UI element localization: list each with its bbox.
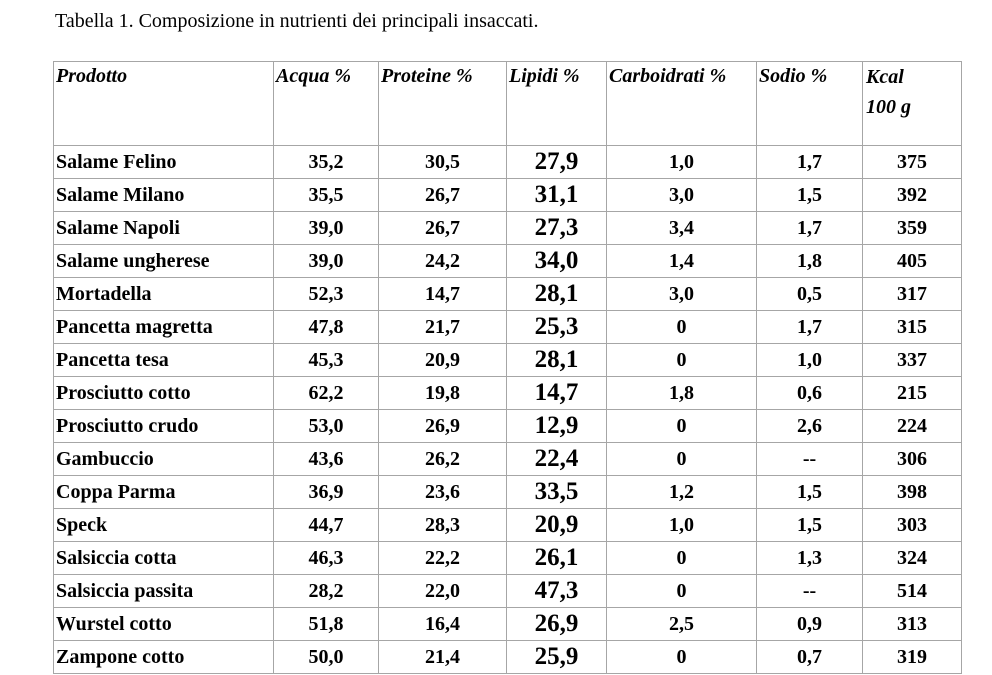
cell-acqua: 35,2 [274, 146, 379, 179]
header-kcal-line2: 100 g [866, 96, 911, 118]
cell-proteine: 14,7 [379, 278, 507, 311]
cell-prodotto: Salame Napoli [54, 212, 274, 245]
cell-carboidrati: 1,2 [607, 476, 757, 509]
cell-sodio: 1,5 [757, 476, 863, 509]
cell-acqua: 45,3 [274, 344, 379, 377]
cell-kcal: 324 [863, 542, 962, 575]
cell-lipidi: 22,4 [507, 443, 607, 476]
table-caption: Tabella 1. Composizione in nutrienti dei principali insaccati. [55, 10, 539, 32]
cell-kcal: 319 [863, 641, 962, 674]
cell-lipidi: 26,1 [507, 542, 607, 575]
cell-acqua: 53,0 [274, 410, 379, 443]
cell-sodio: 1,3 [757, 542, 863, 575]
cell-carboidrati: 0 [607, 311, 757, 344]
cell-carboidrati: 0 [607, 542, 757, 575]
cell-acqua: 28,2 [274, 575, 379, 608]
cell-prodotto: Salame Milano [54, 179, 274, 212]
cell-carboidrati: 3,0 [607, 179, 757, 212]
cell-proteine: 28,3 [379, 509, 507, 542]
cell-carboidrati: 3,4 [607, 212, 757, 245]
header-kcal [863, 62, 962, 146]
table-row [54, 212, 962, 245]
cell-carboidrati: 2,5 [607, 608, 757, 641]
table-row [54, 146, 962, 179]
cell-sodio: 2,6 [757, 410, 863, 443]
cell-carboidrati: 1,4 [607, 245, 757, 278]
cell-carboidrati: 0 [607, 575, 757, 608]
header-row [54, 62, 962, 146]
table-row [54, 410, 962, 443]
cell-acqua: 39,0 [274, 212, 379, 245]
cell-kcal: 514 [863, 575, 962, 608]
cell-carboidrati: 0 [607, 410, 757, 443]
cell-proteine: 16,4 [379, 608, 507, 641]
cell-sodio: 0,6 [757, 377, 863, 410]
table-row [54, 575, 962, 608]
cell-prodotto: Salame Felino [54, 146, 274, 179]
cell-proteine: 26,9 [379, 410, 507, 443]
cell-kcal: 315 [863, 311, 962, 344]
cell-prodotto: Pancetta magretta [54, 311, 274, 344]
cell-proteine: 24,2 [379, 245, 507, 278]
cell-sodio: 1,8 [757, 245, 863, 278]
cell-prodotto: Salsiccia passita [54, 575, 274, 608]
cell-lipidi: 28,1 [507, 278, 607, 311]
table-row [54, 476, 962, 509]
cell-lipidi: 25,9 [507, 641, 607, 674]
header-carboidrati: Carboidrati % [607, 62, 757, 146]
cell-carboidrati: 0 [607, 641, 757, 674]
table-row [54, 179, 962, 212]
cell-proteine: 26,7 [379, 212, 507, 245]
cell-kcal: 359 [863, 212, 962, 245]
cell-carboidrati: 1,0 [607, 509, 757, 542]
cell-lipidi: 47,3 [507, 575, 607, 608]
cell-prodotto: Salsiccia cotta [54, 542, 274, 575]
cell-carboidrati: 3,0 [607, 278, 757, 311]
cell-acqua: 52,3 [274, 278, 379, 311]
table-row [54, 641, 962, 674]
cell-proteine: 26,2 [379, 443, 507, 476]
table-row [54, 542, 962, 575]
cell-kcal: 317 [863, 278, 962, 311]
cell-lipidi: 27,9 [507, 146, 607, 179]
cell-kcal: 313 [863, 608, 962, 641]
cell-proteine: 23,6 [379, 476, 507, 509]
cell-lipidi: 27,3 [507, 212, 607, 245]
header-sodio: Sodio % [757, 62, 863, 146]
cell-lipidi: 34,0 [507, 245, 607, 278]
cell-proteine: 19,8 [379, 377, 507, 410]
table-row [54, 509, 962, 542]
table-row [54, 443, 962, 476]
table-row [54, 311, 962, 344]
cell-sodio: 1,7 [757, 311, 863, 344]
cell-kcal: 303 [863, 509, 962, 542]
cell-carboidrati: 0 [607, 443, 757, 476]
table-row [54, 377, 962, 410]
cell-proteine: 26,7 [379, 179, 507, 212]
header-kcal-line1: Kcal [866, 66, 904, 88]
cell-acqua: 51,8 [274, 608, 379, 641]
cell-lipidi: 31,1 [507, 179, 607, 212]
cell-lipidi: 12,9 [507, 410, 607, 443]
table-row [54, 344, 962, 377]
cell-sodio: 1,5 [757, 509, 863, 542]
table-body [54, 146, 962, 674]
cell-acqua: 50,0 [274, 641, 379, 674]
cell-prodotto: Pancetta tesa [54, 344, 274, 377]
cell-sodio: 0,9 [757, 608, 863, 641]
cell-acqua: 39,0 [274, 245, 379, 278]
cell-kcal: 405 [863, 245, 962, 278]
cell-prodotto: Zampone cotto [54, 641, 274, 674]
cell-lipidi: 20,9 [507, 509, 607, 542]
cell-prodotto: Prosciutto cotto [54, 377, 274, 410]
cell-acqua: 36,9 [274, 476, 379, 509]
cell-sodio: -- [757, 443, 863, 476]
cell-proteine: 22,0 [379, 575, 507, 608]
cell-lipidi: 25,3 [507, 311, 607, 344]
cell-acqua: 43,6 [274, 443, 379, 476]
header-proteine: Proteine % [379, 62, 507, 146]
cell-proteine: 21,4 [379, 641, 507, 674]
cell-sodio: -- [757, 575, 863, 608]
cell-sodio: 0,5 [757, 278, 863, 311]
cell-prodotto: Salame ungherese [54, 245, 274, 278]
cell-kcal: 375 [863, 146, 962, 179]
header-acqua: Acqua % [274, 62, 379, 146]
cell-kcal: 337 [863, 344, 962, 377]
table-row [54, 278, 962, 311]
header-prodotto: Prodotto [54, 62, 274, 146]
cell-carboidrati: 1,0 [607, 146, 757, 179]
cell-acqua: 35,5 [274, 179, 379, 212]
header-lipidi: Lipidi % [507, 62, 607, 146]
cell-proteine: 22,2 [379, 542, 507, 575]
cell-prodotto: Prosciutto crudo [54, 410, 274, 443]
cell-sodio: 1,7 [757, 212, 863, 245]
cell-prodotto: Wurstel cotto [54, 608, 274, 641]
cell-proteine: 20,9 [379, 344, 507, 377]
cell-kcal: 215 [863, 377, 962, 410]
cell-prodotto: Speck [54, 509, 274, 542]
cell-kcal: 392 [863, 179, 962, 212]
table-row [54, 245, 962, 278]
cell-prodotto: Gambuccio [54, 443, 274, 476]
cell-sodio: 1,7 [757, 146, 863, 179]
cell-acqua: 62,2 [274, 377, 379, 410]
cell-prodotto: Coppa Parma [54, 476, 274, 509]
cell-proteine: 30,5 [379, 146, 507, 179]
cell-carboidrati: 1,8 [607, 377, 757, 410]
cell-kcal: 398 [863, 476, 962, 509]
cell-proteine: 21,7 [379, 311, 507, 344]
cell-prodotto: Mortadella [54, 278, 274, 311]
cell-carboidrati: 0 [607, 344, 757, 377]
cell-lipidi: 28,1 [507, 344, 607, 377]
cell-acqua: 46,3 [274, 542, 379, 575]
nutrient-table [53, 61, 962, 674]
cell-acqua: 47,8 [274, 311, 379, 344]
cell-lipidi: 14,7 [507, 377, 607, 410]
cell-lipidi: 33,5 [507, 476, 607, 509]
cell-acqua: 44,7 [274, 509, 379, 542]
cell-sodio: 0,7 [757, 641, 863, 674]
cell-sodio: 1,5 [757, 179, 863, 212]
table-row [54, 608, 962, 641]
cell-kcal: 224 [863, 410, 962, 443]
cell-lipidi: 26,9 [507, 608, 607, 641]
cell-kcal: 306 [863, 443, 962, 476]
cell-sodio: 1,0 [757, 344, 863, 377]
